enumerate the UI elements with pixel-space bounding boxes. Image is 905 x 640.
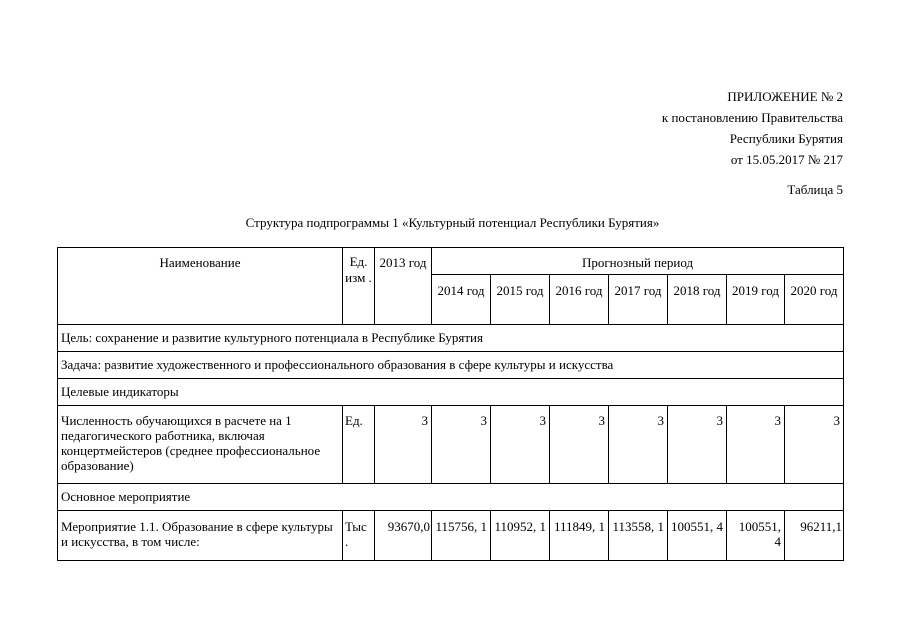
col-unit-header: Ед. изм . [343,248,375,325]
table-number: Таблица 5 [787,182,843,197]
task-row [58,352,844,379]
event-name: Мероприятие 1.1. Образование в сфере культуры и искусства, в том числе: [58,511,343,561]
main-event-row [58,484,844,511]
event-value: 100551, 4 [668,511,727,561]
subprogram-table [57,247,844,561]
year-header: 2017 год [609,275,668,325]
indicators-text: Целевые индикаторы [58,379,844,406]
indicator-name: Численность обучающихся в расчете на 1 педагогического работника, включая концертмейстеров (среднее профессиональное образование) [58,406,343,484]
indicator-value: 3 [491,406,550,484]
col-2013-header: 2013 год [375,248,432,325]
indicator-value: 3 [727,406,785,484]
appendix-number: ПРИЛОЖЕНИЕ № 2 [727,89,843,104]
event-value: 110952, 1 [491,511,550,561]
year-header: 2018 год [668,275,727,325]
year-header: 2015 год [491,275,550,325]
year-header: 2019 год [727,275,785,325]
indicator-value: 3 [550,406,609,484]
goal-text: Цель: сохранение и развитие культурного потенциала в Республике Бурятия [58,325,844,352]
event-value: 115756, 1 [432,511,491,561]
task-text: Задача: развитие художественного и профессионального образования в сфере культуры и искусства [58,352,844,379]
document-title: Структура подпрограммы 1 «Культурный потенциал Республики Бурятия» [245,215,660,230]
event-value: 100551, 4 [727,511,785,561]
forecast-period-header: Прогнозный период [432,248,844,275]
approval-header [662,86,843,170]
indicator-value: 3 [609,406,668,484]
year-header: 2020 год [785,275,844,325]
event-value: 111849, 1 [550,511,609,561]
event-value: 93670,0 [375,511,432,561]
main-event-text: Основное мероприятие [58,484,844,511]
indicator-value: 3 [668,406,727,484]
indicator-value: 3 [432,406,491,484]
indicator-value: 3 [375,406,432,484]
event-value: 113558, 1 [609,511,668,561]
year-header: 2016 год [550,275,609,325]
event-unit: Тыс . [343,511,375,561]
indicators-row [58,379,844,406]
republic-name: Республики Бурятия [729,131,843,146]
indicator-unit: Ед. [343,406,375,484]
resolution-date: от 15.05.2017 № 217 [730,152,843,167]
event-row [58,511,844,561]
resolution-ref: к постановлению Правительства [661,110,843,125]
indicator-row [58,406,844,484]
year-header: 2014 год [432,275,491,325]
goal-row [58,325,844,352]
indicator-value: 3 [785,406,844,484]
col-name-header: Наименование [58,248,343,325]
event-value: 96211,1 [785,511,844,561]
header-row-1 [58,248,844,275]
